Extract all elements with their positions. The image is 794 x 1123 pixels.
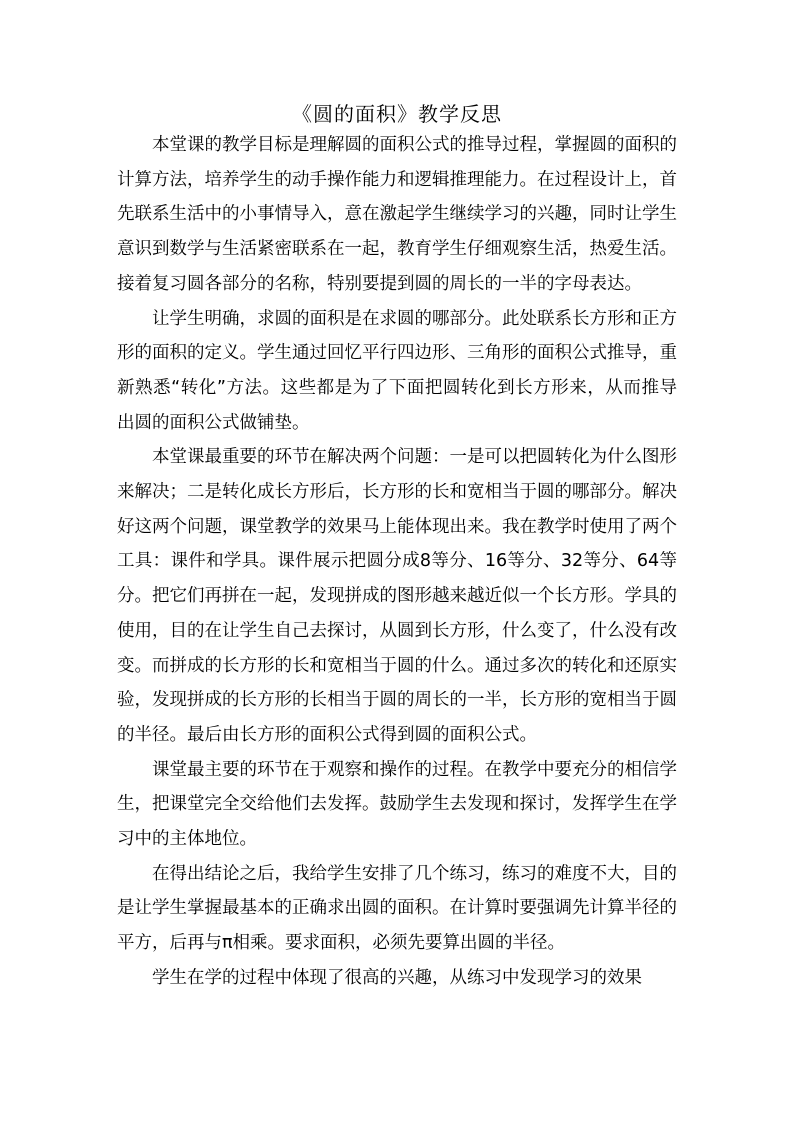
paragraph: 本堂课的教学目标是理解圆的面积公式的推导过程，掌握圆的面积的计算方法，培养学生的动手操作能力和逻辑推理能力。在过程设计上，首先联系生活中的小事情导入，意在激起学生继续学习的兴趣，同时让学生意识到数学与生活紧密联系在一起，教育学生仔细观察生活，热爱生活。接着复习圆各部分的名称，特别要提到圆的周长的一半的字母表达。 xyxy=(117,135,677,294)
paragraph: 本堂课最重要的环节在解决两个问题：一是可以把圆转化为什么图形来解决；二是转化成长方形后，长方形的长和宽相当于圆的哪部分。解决好这两个问题，课堂教学的效果马上能体现出来。我在教学时使用了两个工具：课件和学具。课件展示把圆分成8等分、16等分、32等分、64等分。把它们再拼在一起，发现拼成的图形越来越近似一个长方形。学具的使用，目的在让学生自己去探讨，从圆到长方形，什么变了，什么没有改变。而拼成的长方形的长和宽相当于圆的什么。通过多次的转化和还原实验，发现拼成的长方形的长相当于圆的周长的一半，长方形的宽相当于圆的半径。最后由长方形的面积公式得到圆的面积公式。 xyxy=(117,447,677,745)
paragraph: 在得出结论之后，我给学生安排了几个练习，练习的难度不大，目的是让学生掌握最基本的正确求出圆的面积。在计算时要强调先计算半径的平方，后再与π相乘。要求面积，必须先要算出圆的半径。 xyxy=(117,863,677,954)
paragraph: 学生在学的过程中体现了很高的兴趣，从练习中发现学习的效果 xyxy=(152,967,642,988)
paragraph: 课堂最主要的环节在于观察和操作的过程。在教学中要充分的相信学生，把课堂完全交给他们去发挥。鼓励学生去发现和探讨，发挥学生在学习中的主体地位。 xyxy=(117,759,677,850)
paragraph: 让学生明确，求圆的面积是在求圆的哪部分。此处联系长方形和正方形的面积的定义。学生通过回忆平行四边形、三角形的面积公式推导，重新熟悉“转化”方法。这些都是为了下面把圆转化到长方形来，从而推导出圆的面积公式做铺垫。 xyxy=(117,308,677,433)
document-body xyxy=(117,128,677,996)
document-title: 《圆的面积》教学反思 xyxy=(292,102,502,126)
